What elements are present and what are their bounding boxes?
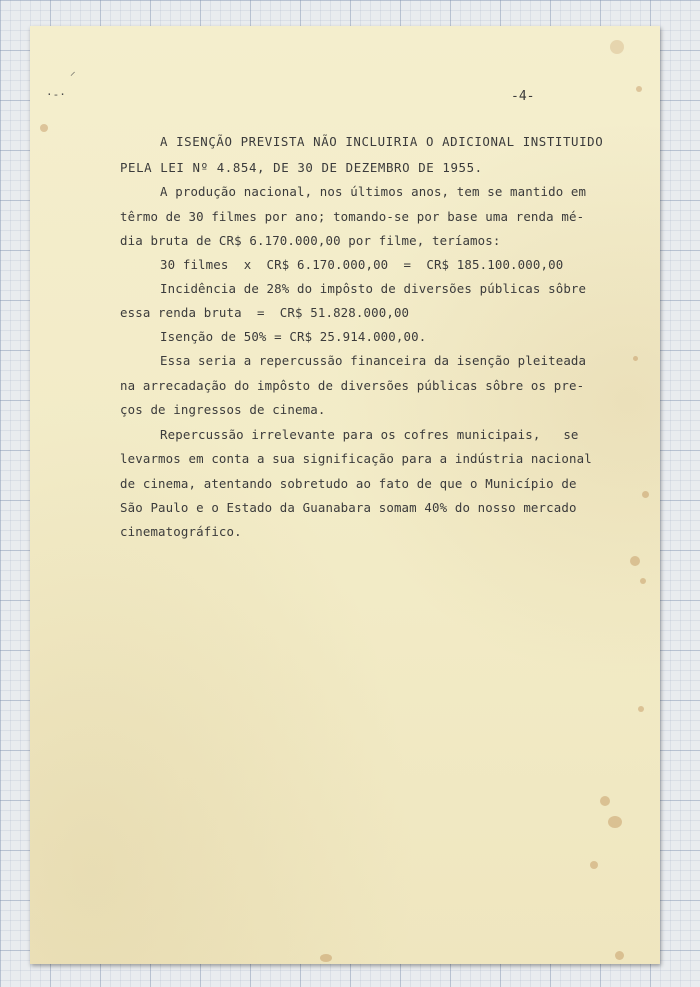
foxing-spot xyxy=(640,578,646,584)
text-line: 30 filmes x CR$ 6.170.000,00 = CR$ 185.100.000,00 xyxy=(160,257,564,272)
text-line: Essa seria a repercussão financeira da isenção pleiteada xyxy=(160,353,587,368)
foxing-spot xyxy=(638,706,644,712)
foxing-spot xyxy=(40,124,48,132)
pencil-mark: ⸝ xyxy=(70,65,76,78)
foxing-spot xyxy=(610,40,624,54)
foxing-spot xyxy=(630,556,640,566)
text-line: têrmo de 30 filmes por ano; tomando-se por base uma renda mé- xyxy=(120,209,585,224)
text-line: A produção nacional, nos últimos anos, tem se mantido em xyxy=(160,184,587,199)
foxing-spot xyxy=(590,861,598,869)
text-line: A ISENÇÃO PREVISTA NÃO INCLUIRIA O ADICIONAL INSTITUIDO xyxy=(160,134,604,149)
text-line: cinematográfico. xyxy=(120,524,242,539)
text-line: Repercussão irrelevante para os cofres municipais, se xyxy=(160,427,579,442)
text-line: Incidência de 28% do impôsto de diversões públicas sôbre xyxy=(160,281,587,296)
text-line: essa renda bruta = CR$ 51.828.000,00 xyxy=(120,305,410,320)
text-line: Isenção de 50% = CR$ 25.914.000,00. xyxy=(160,329,427,344)
foxing-spot xyxy=(600,796,610,806)
foxing-spot xyxy=(615,951,624,960)
foxing-spot xyxy=(633,356,638,361)
pencil-mark: ·-· xyxy=(46,88,66,101)
page-number: -4- xyxy=(511,89,535,104)
text-line: na arrecadação do impôsto de diversões públicas sôbre os pre- xyxy=(120,378,585,393)
text-line: levarmos em conta a sua significação para a indústria nacional xyxy=(120,451,592,466)
text-line: de cinema, atentando sobretudo ao fato de que o Município de xyxy=(120,476,577,491)
text-line: ços de ingressos de cinema. xyxy=(120,402,326,417)
foxing-spot xyxy=(636,86,642,92)
text-line: São Paulo e o Estado da Guanabara somam 40% do nosso mercado xyxy=(120,500,577,515)
text-line: PELA LEI Nº 4.854, DE 30 DE DEZEMBRO DE 1955. xyxy=(120,160,483,175)
text-line: dia bruta de CR$ 6.170.000,00 por filme, teríamos: xyxy=(120,233,501,248)
foxing-spot xyxy=(642,491,649,498)
foxing-spot xyxy=(320,954,332,962)
foxing-spot xyxy=(608,816,622,828)
